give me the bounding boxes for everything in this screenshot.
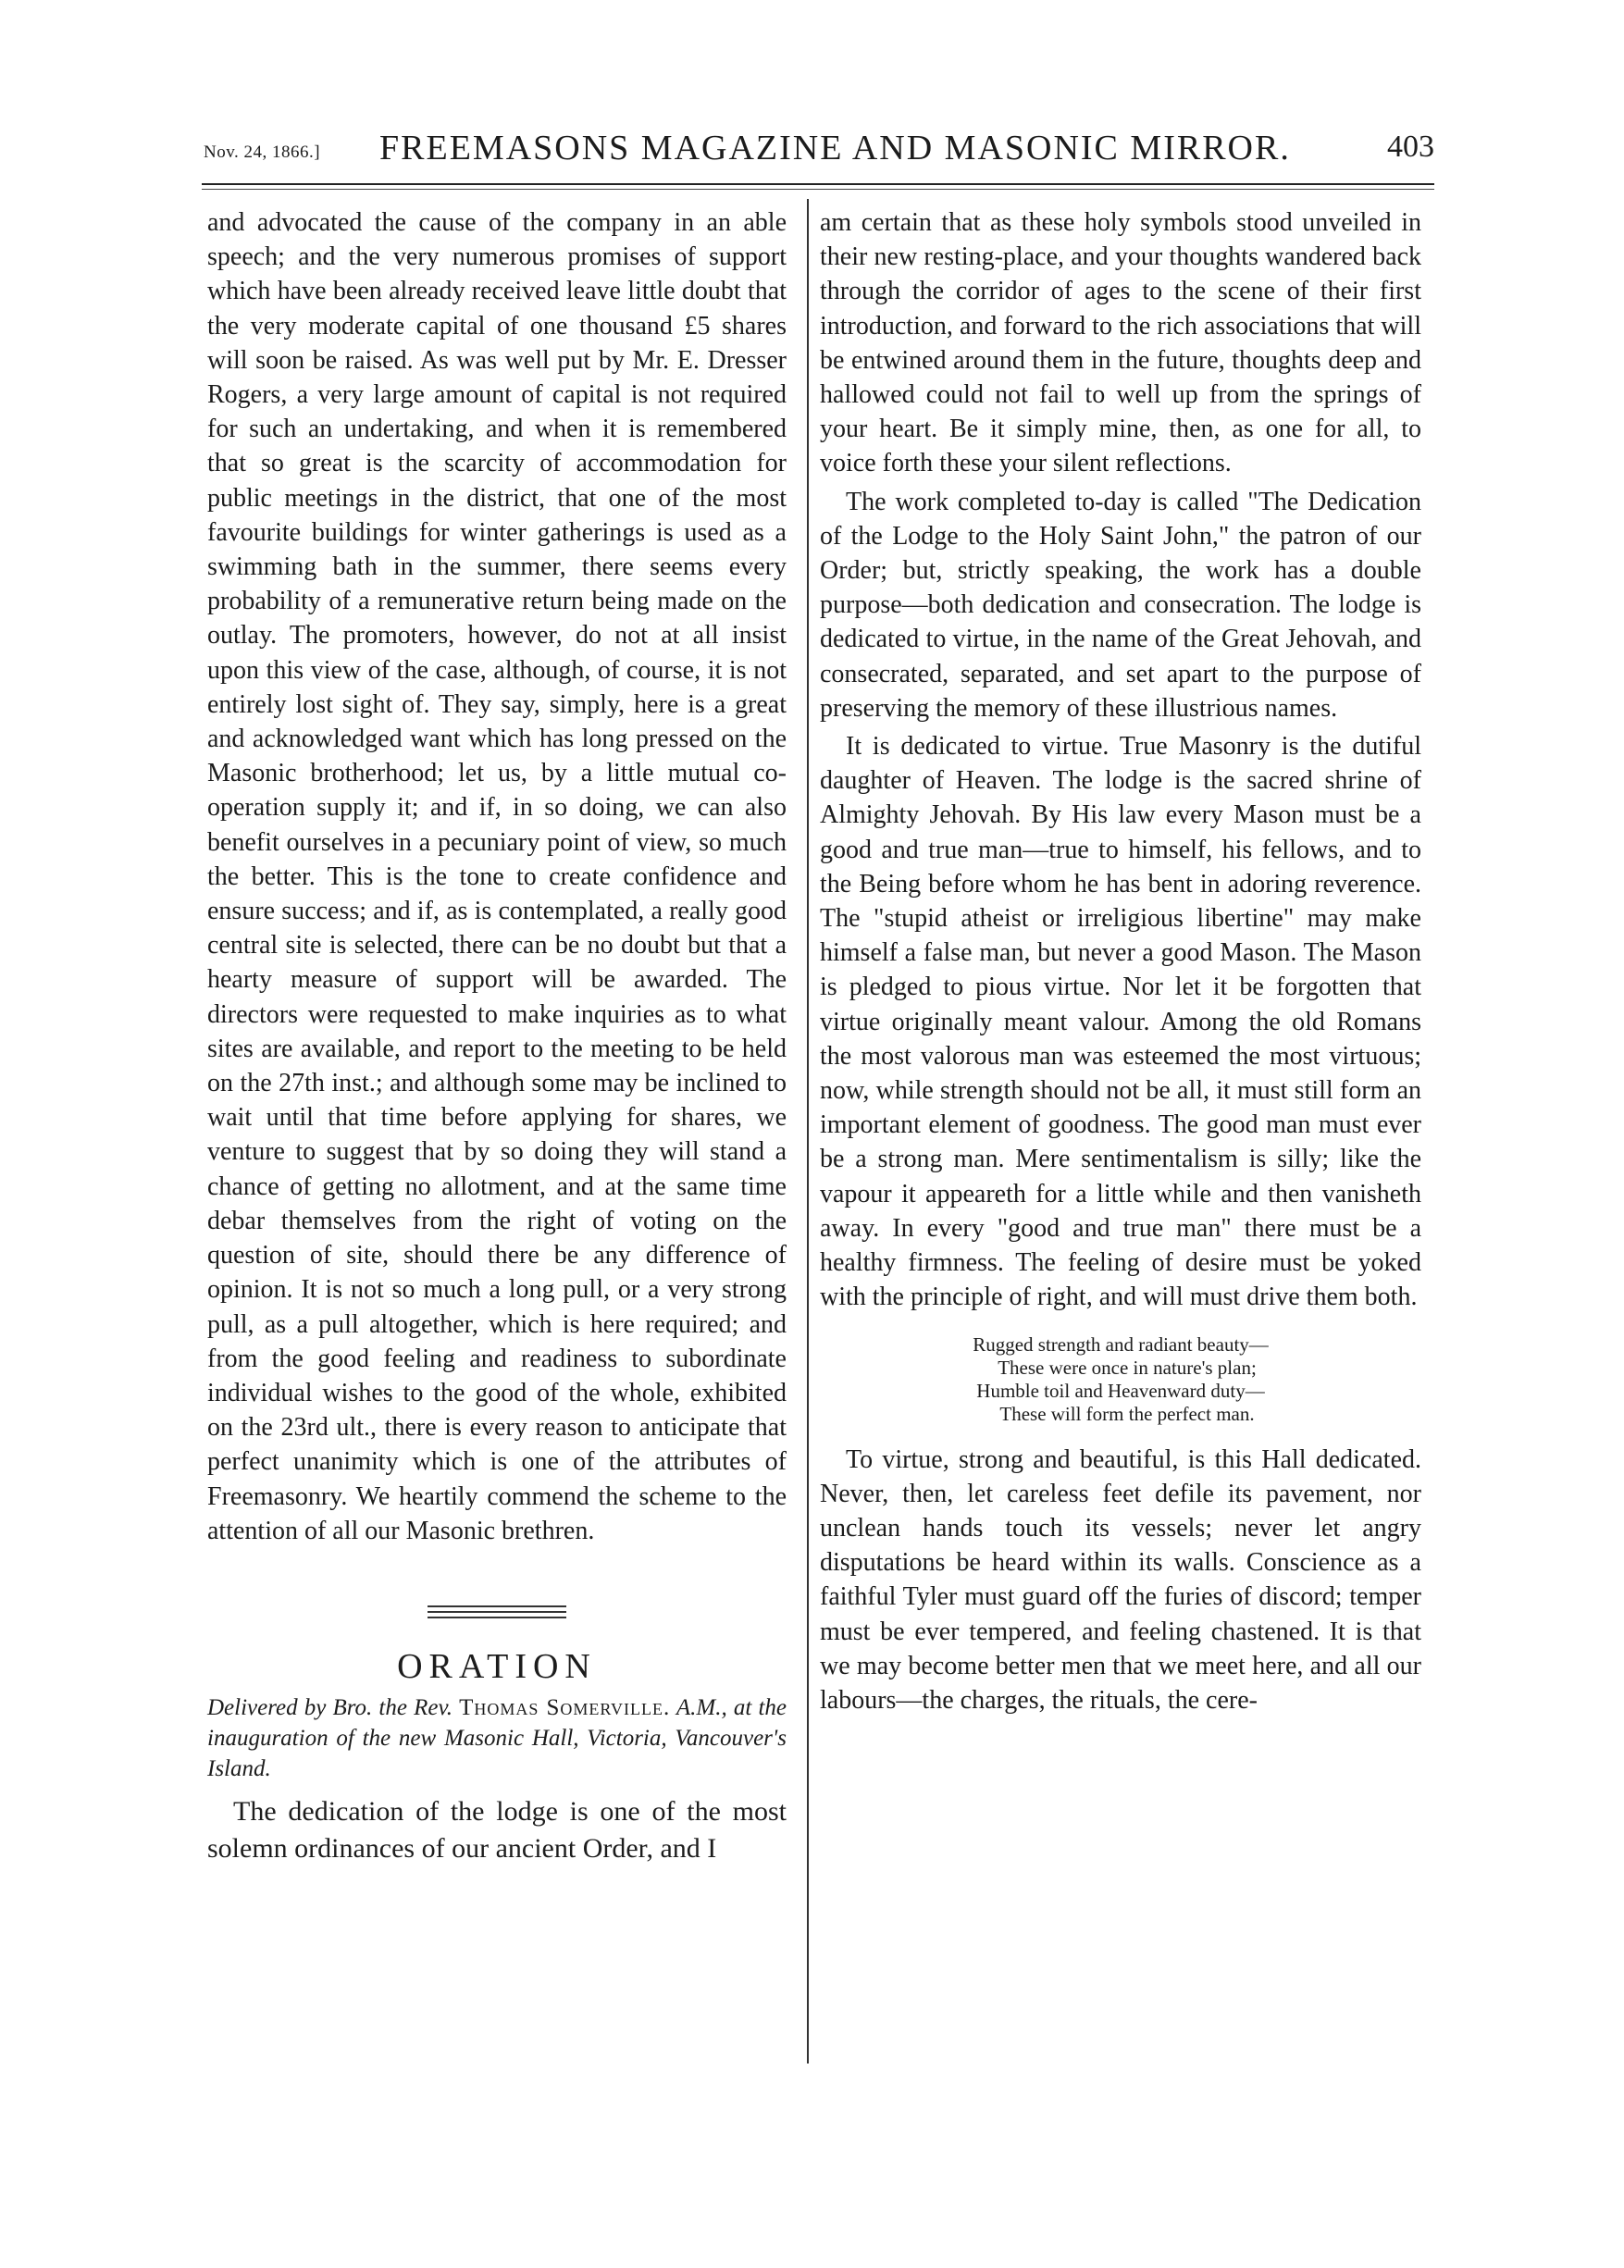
left-paragraph-1: and advocated the cause of the company in an able speech; and the very numerous promises of support which have been already received leave little doubt that the very moderate capital of one thousand £5 shares will soon be raised. As was well put by Mr. E. Dresser Rogers, a very large amount of capital is not required for such an undertaking, and when it is remembered that so great is the scarcity of accommodation for public meetings in the district, that one of the most favourite buildings for winter gatherings is used as a swimming bath in the summer, there seems every probability of a remunerative return being made on the outlay. The promoters, however, do not at all insist upon this view of the case, although, of course, it is not entirely lost sight of. They say, simply, here is a great and acknowledged want which has long pressed on the Masonic brotherhood; let us, by a little mutual co-operation supply it; and if, in so doing, we can also benefit ourselves in a pecuniary point of view, so much the better. This is the tone to create confidence and ensure success; and if, as is contemplated, a really good central site is selected, there can be no doubt but that a hearty measure of support will be awarded. The directors were requested to make inquiries as to what sites are available, and report to the meeting to be held on the 27th inst.; and although some may be inclined to wait until that time before applying for shares, we venture to suggest that by so doing they will stand a chance of getting no allotment, and at the same time debar themselves from the right of voting on the question of site, should there be any difference of opinion. It is not so much a long pull, or a very strong pull, as a pull altogether, which is here required; and from the good feeling and readiness to subordinate individual wishes to the good of the whole, exhibited on the 23rd ult., there is every reason to anticipate that perfect unanimity which is one of the attributes of Freemasonry. We heartily commend the scheme to the attention of all our Masonic brethren. bbox=[207, 208, 787, 1545]
right-paragraph-1: am certain that as these holy symbols stood unveiled in their new resting-place, and your thoughts wandered back through the corridor of ages to the scene of their first introduction, and forward to the rich associations that will be entwined around them in the future, thoughts deep and hallowed could not fail to well up from the springs of your heart. Be it simply mine, then, as one for all, to voice forth these your silent reflections. bbox=[820, 208, 1421, 478]
oration-title: ORATION bbox=[397, 1646, 597, 1686]
page-header bbox=[204, 128, 1434, 174]
oration-opening: The dedication of the lodge is one of the most solemn ordinances of our ancient Order, and I bbox=[207, 1795, 787, 1864]
right-column bbox=[820, 205, 1421, 1717]
header-title: FREEMASONS MAGAZINE AND MASONIC MIRROR. bbox=[379, 129, 1291, 167]
byline-suffix: A.M., at the inauguration of the new Masonic Hall, Victoria, Vancouver's Island. bbox=[207, 1694, 787, 1781]
verse-line: Rugged strength and radiant beauty— bbox=[973, 1332, 1269, 1356]
header-date: Nov. 24, 1866.] bbox=[204, 143, 321, 162]
verse bbox=[820, 1333, 1421, 1426]
column-divider bbox=[807, 199, 809, 2064]
right-paragraph-3: It is dedicated to virtue. True Masonry is the dutiful daughter of Heaven. The lodge is the sacred shrine of Almighty Jehovah. By His law every Mason must be a good and true man—true to himself, his fellows, and to the Being before whom he has bent in adoring reverence. The "stupid atheist or irreligious libertine" may make himself a false man, but never a good Mason. The Mason is pledged to pious virtue. Nor let it be forgotten that virtue originally meant valour. Among the old Romans the most valorous man was esteemed the most virtuous; now, while strength should not be all, it must still form an important element of goodness. The good man must ever be a strong man. Mere sentimentalism is silly; like the vapour it appeareth for a little while and then vanisheth away. In every "good and true man" there must be a healthy firmness. The feeling of desire must be yoked with the principle of right, and will must drive them both. bbox=[820, 732, 1421, 1312]
right-paragraph-4: To virtue, strong and beautiful, is this Hall dedicated. Never, then, let careless feet defile its pavement, nor unclean hands touch its vessels; never let angry disputations be heard within its walls. Conscience as a faithful Tyler must guard off the furies of discord; temper must be ever tempered, and feeling chastened. It is that we may become better men that we meet here, and all our labours—the charges, the rituals, the cere- bbox=[820, 1444, 1421, 1715]
page-number: 403 bbox=[1387, 130, 1434, 164]
header-rule-thin bbox=[202, 189, 1434, 190]
verse-line: These were once in nature's plan; bbox=[998, 1356, 1257, 1379]
byline-name: Thomas Somerville. bbox=[459, 1694, 671, 1720]
section-divider bbox=[428, 1605, 566, 1618]
right-paragraph-2: The work completed to-day is called "The Dedication of the Lodge to the Holy Saint John," the patron of our Order; but, strictly speaking, the work has a double purpose—both dedication and consecration. The lodge is dedicated to virtue, in the name of the Great Jehovah, and consecrated, separated, and set apart to the purpose of preserving the memory of these illustrious names. bbox=[820, 487, 1421, 723]
verse-line: These will form the perfect man. bbox=[999, 1402, 1255, 1425]
verse-line: Humble toil and Heavenward duty— bbox=[976, 1379, 1265, 1402]
oration-byline bbox=[207, 1692, 787, 1784]
left-column bbox=[207, 205, 787, 1867]
byline-prefix: Delivered by Bro. the Rev. bbox=[207, 1694, 452, 1720]
header-rule bbox=[202, 183, 1434, 185]
